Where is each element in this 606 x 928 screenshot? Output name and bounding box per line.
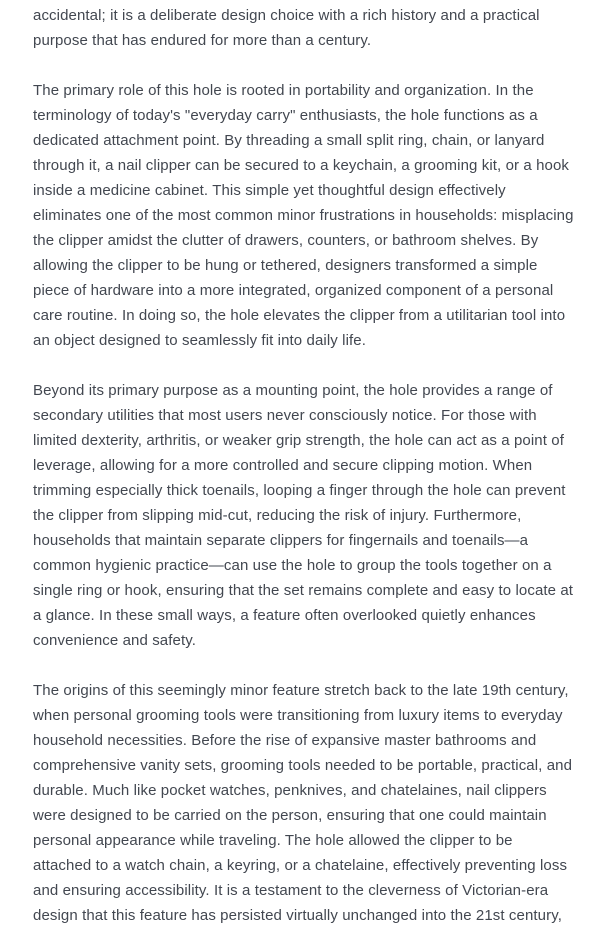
paragraph-origins: The origins of this seemingly minor feature stretch back to the late 19th century, when personal grooming tools were transitioning from luxury items to everyday household necessities. Before the rise of expansive master bathrooms and comprehensive vanity sets, grooming tools needed to be portable, practical, and durable. Much like pocket watches, penknives, and chatelaines, nail clippers were designed to be carried on the person, ensuring that one could maintain personal appearance while traveling. The hole allowed the clipper to be attached to a watch chain, a keyring, or a chatelaine, effectively preventing loss and ensuring accessibility. It is a testament to the cleverness of Victorian-era design that this feature has persisted virtually unchanged into the 21st century, — [33, 682, 573, 924]
paragraph-partial-top: accidental; it is a deliberate design choice with a rich history and a practical purpose that has endured for more than a century. — [33, 7, 540, 49]
paragraph-primary-role: The primary role of this hole is rooted in portability and organization. In the terminology of today's "everyday carry" enthusiasts, the hole functions as a dedicated attachment point. By threading a small split ring, chain, or lanyard through it, a nail clipper can be secured to a keychain, a grooming kit, or a hook inside a medicine cabinet. This simple yet thoughtful design effectively eliminates one of the most common minor frustrations in households: misplacing the clipper amidst the clutter of drawers, counters, or bathroom shelves. By allowing the clipper to be hung or tethered, designers transformed a simple piece of hardware into a more integrated, organized component of a personal care routine. In doing so, the hole elevates the clipper from a utilitarian tool into an object designed to seamlessly fit into daily life. — [33, 82, 574, 349]
paragraph-secondary-utilities: Beyond its primary purpose as a mounting point, the hole provides a range of secondary utilities that most users never consciously notice. For those with limited dexterity, arthritis, or weaker grip strength, the hole can act as a point of leverage, allowing for a more controlled and secure clipping motion. When trimming especially thick toenails, looping a finger through the hole can prevent the clipper from slipping mid-cut, reducing the risk of injury. Furthermore, households that maintain separate clippers for fingernails and toenails—a common hygienic practice—can use the hole to group the tools together on a single ring or hook, ensuring that the set remains complete and easy to locate at a glance. In these small ways, a feature often overlooked quietly enhances convenience and safety. — [33, 382, 574, 649]
